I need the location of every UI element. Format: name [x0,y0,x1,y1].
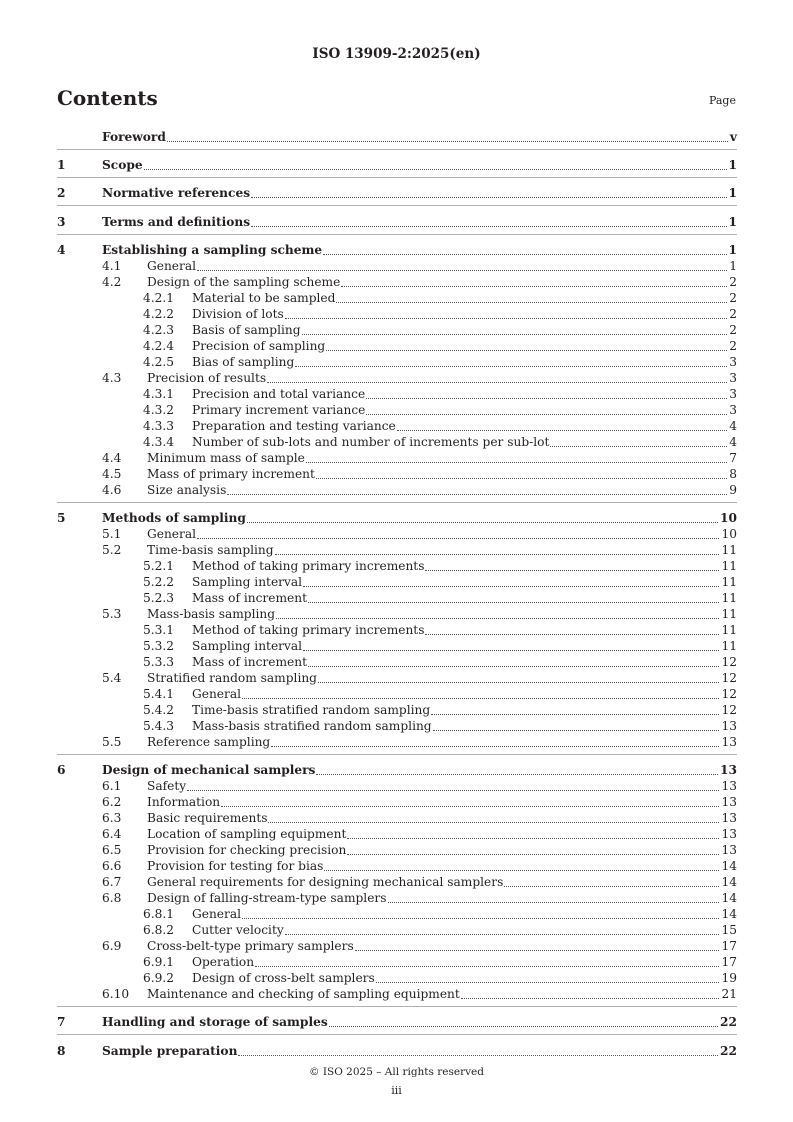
dot-leader [329,1025,718,1027]
toc-entry-number: 6 [57,763,66,778]
dot-leader [255,965,719,967]
toc-entry-number: 4.3.3 [143,418,175,433]
toc-entry-label: Terms and definitions [102,214,251,229]
dot-leader [197,537,719,539]
toc-entry-number: 4.2.4 [143,338,175,353]
toc-entry-number: 3 [57,214,66,229]
dot-leader [308,601,720,603]
toc-entry-page: 13 [721,734,737,749]
toc-entry-page: 2 [729,338,737,353]
toc-entry-number: 4.2 [102,274,122,289]
toc-entry-page: 2 [729,306,737,321]
toc-entry-number: 6.2 [102,795,122,810]
toc-entry[interactable] [57,526,737,542]
toc-entry-number: 4.3.1 [143,386,175,401]
toc-entry-page: 12 [721,670,737,685]
toc-entry-page: 11 [721,558,737,573]
toc-entry-page: 10 [720,510,737,525]
toc-entry-page: 11 [721,606,737,621]
toc-entry-page: 13 [720,763,737,778]
section-divider [57,205,737,206]
toc-entry[interactable] [57,1043,737,1059]
toc-entry[interactable] [57,794,737,810]
toc-entry[interactable] [57,157,737,173]
section-divider [57,177,737,178]
toc-entry[interactable] [57,606,737,622]
toc-entry-page: 2 [729,274,737,289]
toc-entry-label: Stratified random sampling [147,670,317,685]
toc-entry[interactable] [57,858,737,874]
dot-leader [504,885,719,887]
toc-entry-page: 14 [721,859,737,874]
toc-entry[interactable] [57,970,737,986]
toc-entry[interactable] [57,466,737,482]
toc-entry-page: 11 [721,638,737,653]
toc-entry[interactable] [57,386,737,402]
toc-entry-label: Methods of sampling [102,510,246,525]
toc-entry[interactable] [57,574,737,590]
toc-entry-number: 5.2.2 [143,574,175,589]
dot-leader [221,805,719,807]
toc-entry-number: 5.2.1 [143,558,175,573]
toc-entry-number: 5.3.3 [143,654,175,669]
toc-entry-label: Bias of sampling [192,354,295,369]
toc-entry-label: Minimum mass of sample [147,450,305,465]
toc-entry-label: Information [147,795,221,810]
toc-entry-number: 5.3 [102,606,122,621]
dot-leader [425,633,719,635]
toc-entry-label: Method of taking primary increments [192,558,425,573]
toc-entry[interactable] [57,718,737,734]
dot-leader [347,853,719,855]
toc-entry-page: 15 [721,923,737,938]
toc-entry-number: 6.9.1 [143,955,175,970]
dot-leader [316,773,718,775]
toc-entry-label: Material to be sampled [192,290,336,305]
toc-entry-label: Normative references [102,186,251,201]
toc-entry-page: 17 [721,939,737,954]
toc-entry[interactable] [57,842,737,858]
dot-leader [347,837,719,839]
toc-entry[interactable] [57,906,737,922]
toc-entry-page: 8 [729,466,737,481]
toc-entry-label: Maintenance and checking of sampling equipment [147,987,460,1002]
toc-entry-page: 4 [729,434,737,449]
toc-entry[interactable] [57,185,737,201]
toc-entry-page: 13 [721,811,737,826]
dot-leader [306,461,727,463]
toc-entry[interactable] [57,778,737,794]
toc-entry-label: Time-basis stratified random sampling [192,702,431,717]
toc-entry-number: 6.3 [102,811,122,826]
toc-entry[interactable] [57,338,737,354]
dot-leader [326,349,727,351]
toc-entry-label: Handling and storage of samples [102,1015,328,1030]
toc-entry-page: 1 [728,186,737,201]
dot-leader [425,569,719,571]
toc-entry-number: 4.5 [102,466,122,481]
section-divider [57,149,737,150]
toc-entry-label: Sample preparation [102,1043,238,1058]
toc-entry-number: 6.8.1 [143,907,175,922]
toc-entry-page: 3 [729,370,737,385]
toc-entry-number: 6.9 [102,939,122,954]
toc-entry-page: 22 [720,1015,737,1030]
dot-leader [336,301,727,303]
toc-entry-number: 6.10 [102,987,130,1002]
toc-entry-page: 14 [721,891,737,906]
toc-entry-label: Sampling interval [192,638,303,653]
toc-entry[interactable] [57,670,737,686]
toc-entry-label: Scope [102,158,143,173]
dot-leader [268,821,719,823]
toc-entry[interactable] [57,938,737,954]
dot-leader [366,397,727,399]
toc-entry-number: 4.2.5 [143,354,175,369]
toc-entry-label: Establishing a sampling scheme [102,242,323,257]
toc-entry-label: Design of the sampling scheme [147,274,341,289]
toc-entry-label: Cutter velocity [192,923,284,938]
toc-entry-label: Sampling interval [192,574,303,589]
toc-entry-page: 3 [729,354,737,369]
toc-entry[interactable] [57,654,737,670]
dot-leader [242,917,719,919]
toc-entry[interactable] [57,558,737,574]
toc-entry-page: 1 [728,158,737,173]
toc-entry[interactable] [57,402,737,418]
toc-entry-page: 22 [720,1043,737,1058]
toc-entry[interactable] [57,890,737,906]
dot-leader [302,333,728,335]
dot-leader [303,585,719,587]
section-divider [57,1006,737,1007]
toc-entry-label: Precision of results [147,370,267,385]
toc-entry[interactable] [57,638,737,654]
toc-entry-number: 4.2.3 [143,322,175,337]
toc-entry-page: 3 [729,386,737,401]
toc-entry-page: 14 [721,907,737,922]
dot-leader [285,933,720,935]
toc-entry-page: 11 [721,542,737,557]
toc-entry-label: Operation [192,955,255,970]
toc-entry[interactable] [57,810,737,826]
dot-leader [167,140,728,142]
dot-leader [197,269,727,271]
dot-leader [227,493,727,495]
toc-entry-label: Mass of increment [192,590,307,605]
toc-entry-number: 6.8.2 [143,923,175,938]
toc-entry-number: 4.2.1 [143,290,175,305]
dot-leader [308,665,720,667]
toc-entry-number: 6.4 [102,827,122,842]
toc-entry-page: 9 [729,482,737,497]
table-of-contents [57,129,737,1059]
dot-leader [433,729,720,731]
toc-entry-label: Provision for testing for bias [147,859,324,874]
toc-entry[interactable] [57,290,737,306]
toc-entry-number: 5 [57,510,66,525]
toc-entry[interactable] [57,482,737,498]
toc-entry[interactable] [57,129,737,145]
toc-entry-number: 4.6 [102,482,122,497]
section-divider [57,1034,737,1035]
toc-entry[interactable] [57,322,737,338]
toc-entry-label: Preparation and testing variance [192,418,396,433]
section-divider [57,502,737,503]
toc-entry-page: 17 [721,955,737,970]
dot-leader [366,413,727,415]
toc-entry[interactable] [57,306,737,322]
toc-entry-page: 4 [729,418,737,433]
toc-entry[interactable] [57,702,737,718]
toc-entry-number: 4.4 [102,450,122,465]
toc-entry-number: 5.2.3 [143,590,175,605]
toc-entry-label: Provision for checking precision [147,843,347,858]
toc-entry[interactable] [57,510,737,526]
toc-entry-page: 14 [721,875,737,890]
dot-leader [355,949,720,951]
toc-entry[interactable] [57,542,737,558]
dot-leader [316,477,727,479]
toc-entry-label: Design of cross-belt samplers [192,971,375,986]
dot-leader [323,253,726,255]
toc-entry[interactable] [57,986,737,1002]
toc-entry-page: 13 [721,843,737,858]
toc-entry-label: Cross-belt-type primary samplers [147,939,354,954]
toc-entry-page: 11 [721,574,737,589]
toc-entry-number: 4 [57,242,66,257]
dot-leader [376,981,720,983]
toc-entry-page: 12 [721,686,737,701]
dot-leader [461,997,720,999]
toc-entry-page: 10 [721,526,737,541]
toc-entry-page: 21 [721,987,737,1002]
page-number: iii [391,1084,402,1097]
dot-leader [144,168,727,170]
toc-entry-page: 3 [729,402,737,417]
toc-entry-label: General [192,907,241,922]
toc-entry[interactable] [57,214,737,230]
document-id-header: ISO 13909-2:2025(en) [312,46,481,62]
toc-entry-number: 6.7 [102,875,122,890]
toc-entry-label: Precision and total variance [192,386,366,401]
toc-entry-number: 4.3.4 [143,434,175,449]
toc-entry[interactable] [57,734,737,750]
toc-entry[interactable] [57,686,737,702]
toc-entry-label: Division of lots [192,306,284,321]
toc-entry-number: 6.5 [102,843,122,858]
toc-entry-page: 13 [721,827,737,842]
toc-entry-page: 13 [721,795,737,810]
page-title: Contents [57,86,158,110]
toc-entry-label: Location of sampling equipment [147,827,347,842]
toc-entry-number: 5.1 [102,526,122,541]
toc-entry[interactable] [57,590,737,606]
toc-entry-label: General [192,686,241,701]
dot-leader [388,901,720,903]
toc-entry-page: v [729,130,737,144]
dot-leader [275,553,720,555]
toc-entry-page: 1 [728,242,737,257]
toc-entry-number: 5.2 [102,542,122,557]
toc-entry-label: Design of falling-stream-type samplers [147,891,387,906]
toc-entry-page: 11 [721,622,737,637]
dot-leader [251,196,726,198]
toc-entry[interactable] [57,622,737,638]
toc-entry-label: Mass of increment [192,654,307,669]
toc-entry[interactable] [57,826,737,842]
dot-leader [242,697,719,699]
toc-entry[interactable] [57,954,737,970]
toc-entry-label: General [147,526,196,541]
toc-entry-number: 4.2.2 [143,306,175,321]
toc-entry-label: General requirements for designing mechanical samplers [147,875,504,890]
toc-entry-number: 4.3 [102,370,122,385]
toc-entry[interactable] [57,418,737,434]
toc-entry-label: Mass-basis sampling [147,606,276,621]
dot-leader [251,225,726,227]
copyright-footer: © ISO 2025 – All rights reserved [309,1066,484,1078]
toc-entry-number: 1 [57,158,66,173]
toc-entry[interactable] [57,874,737,890]
toc-entry-number: 2 [57,186,66,201]
toc-entry-label: Size analysis [147,482,227,497]
toc-entry-page: 19 [721,971,737,986]
toc-entry-page: 2 [729,290,737,305]
toc-entry-number: 4.3.2 [143,402,175,417]
toc-entry-label: Basis of sampling [192,322,301,337]
toc-entry-number: 6.8 [102,891,122,906]
toc-entry-page: 2 [729,322,737,337]
toc-entry[interactable] [57,354,737,370]
toc-entry[interactable] [57,274,737,290]
toc-entry-number: 5.4.1 [143,686,175,701]
page-column-label: Page [708,94,736,107]
toc-entry[interactable] [57,450,737,466]
toc-entry[interactable] [57,434,737,450]
dot-leader [271,745,719,747]
toc-entry[interactable] [57,370,737,386]
toc-entry-number: 5.3.1 [143,622,175,637]
toc-entry-label: Primary increment variance [192,402,366,417]
toc-entry-number: 4.1 [102,258,122,273]
toc-entry-number: 5.4.2 [143,702,175,717]
toc-entry-label: Mass-basis stratified random sampling [192,718,432,733]
toc-entry-page: 12 [721,654,737,669]
dot-leader [397,429,727,431]
toc-entry-label: Foreword [102,130,166,144]
toc-entry-label: Basic requirements [147,811,268,826]
toc-entry-number: 6.1 [102,779,122,794]
dot-leader [341,285,727,287]
toc-entry-number: 5.3.2 [143,638,175,653]
toc-entry-number: 5.4.3 [143,718,175,733]
toc-entry-page: 13 [721,779,737,794]
toc-entry-label: Method of taking primary increments [192,622,425,637]
dot-leader [276,617,719,619]
toc-entry-number: 6.9.2 [143,971,175,986]
toc-entry-page: 12 [721,702,737,717]
toc-entry-page: 11 [721,590,737,605]
toc-entry[interactable] [57,762,737,778]
toc-entry-label: Time-basis sampling [147,542,274,557]
toc-entry-page: 7 [729,450,737,465]
dot-leader [303,649,719,651]
toc-entry-number: 8 [57,1043,66,1058]
toc-entry[interactable] [57,1014,737,1030]
dot-leader [238,1054,718,1056]
dot-leader [550,445,727,447]
toc-entry[interactable] [57,242,737,258]
dot-leader [285,317,727,319]
toc-entry-label: General [147,258,196,273]
dot-leader [267,381,727,383]
toc-entry[interactable] [57,258,737,274]
section-divider [57,754,737,755]
toc-entry-label: Mass of primary increment [147,466,315,481]
toc-entry-number: 6.6 [102,859,122,874]
toc-entry[interactable] [57,922,737,938]
toc-entry-page: 1 [729,258,737,273]
toc-entry-label: Safety [147,779,187,794]
dot-leader [247,521,718,523]
toc-entry-label: Reference sampling [147,734,271,749]
dot-leader [431,713,719,715]
dot-leader [324,869,719,871]
section-divider [57,234,737,235]
dot-leader [295,365,727,367]
toc-entry-page: 13 [721,718,737,733]
toc-entry-number: 5.4 [102,670,122,685]
toc-entry-number: 7 [57,1015,66,1030]
toc-entry-number: 5.5 [102,734,122,749]
toc-entry-label: Number of sub-lots and number of increments per sub-lot [192,434,550,449]
toc-entry-page: 1 [728,214,737,229]
dot-leader [187,789,719,791]
toc-entry-label: Design of mechanical samplers [102,763,316,778]
toc-entry-label: Precision of sampling [192,338,326,353]
dot-leader [318,681,719,683]
